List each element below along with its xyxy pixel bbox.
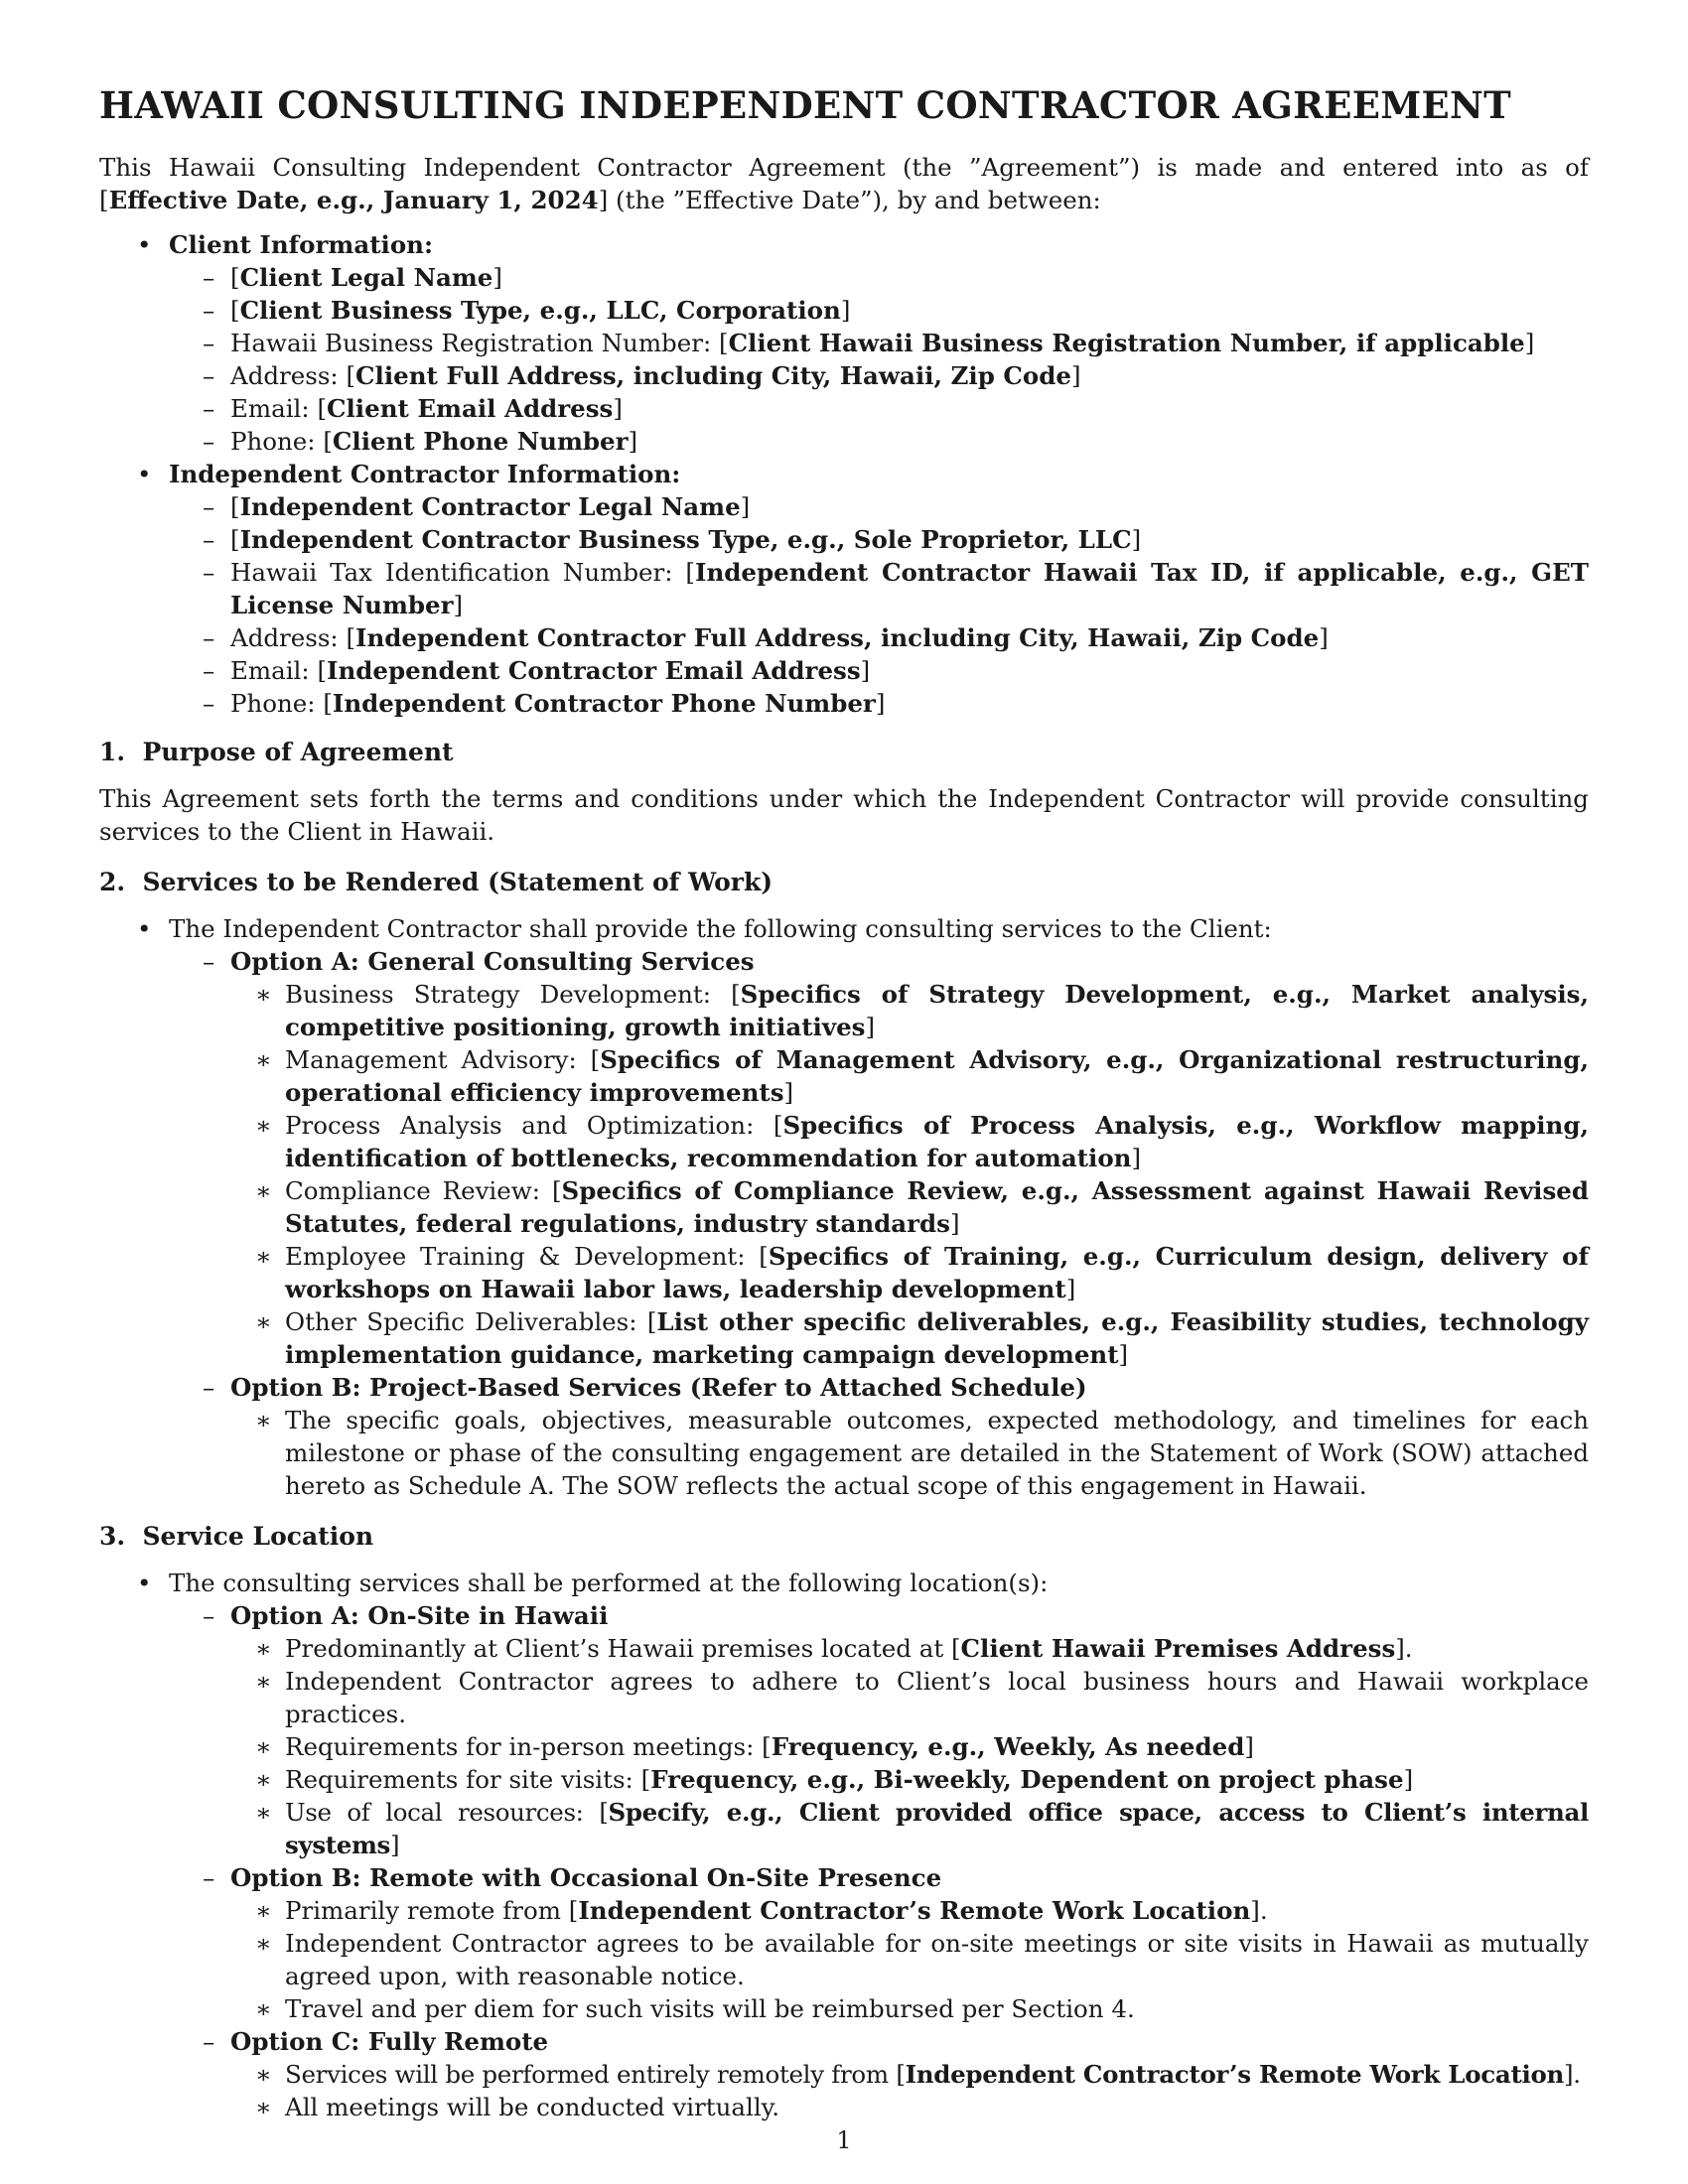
- intro-paragraph: This Hawaii Consulting Independent Contractor Agreement (the ”Agreement”) is made and entered into as of [Effective Date, e.g., January 1, 2024] (the ”Effective Date”), by and between:: [99, 153, 1589, 214]
- parties-list: [99, 228, 1589, 720]
- location-list: [99, 1567, 1589, 2123]
- list-item: ∗ Other Specific Deliverables: [List other specific deliverables, e.g., Feasibility studies, technology implementation guidance, marketing campaign development]: [230, 1305, 1589, 1371]
- list-item: – Address: [Client Full Address, including City, Hawaii, Zip Code]: [169, 359, 1589, 392]
- list-item: ∗ Use of local resources: [Specify, e.g., Client provided office space, access to Client’s internal systems]: [230, 1796, 1589, 1861]
- list-item: ∗ All meetings will be conducted virtually.: [230, 2091, 1589, 2123]
- page-title: HAWAII CONSULTING INDEPENDENT CONTRACTOR AGREEMENT: [99, 83, 1511, 127]
- list-item: ∗ Independent Contractor agrees to be available for on-site meetings or site visits in Hawaii as mutually agreed upon, with reasonable notice.: [230, 1927, 1589, 1992]
- location-option-b: – Option B: Remote with Occasional On-Site Presence ∗ Primarily remote from [Independent Contractor’s Remote Work Location]. ∗ Independent Contractor agrees to be available for on-site meetings or site visits in Hawaii as mutually agreed upon, with reasonable notice. ∗ Travel and per diem for such visits will be reimbursed per Section 4.: [169, 1861, 1589, 2025]
- services-option-b: – Option B: Project-Based Services (Refer to Attached Schedule) ∗ The specific goals, objectives, measurable outcomes, expected methodology, and timelines for each milestone or phase of the consulting engagement are detailed in the Statement of Work (SOW) attached hereto as Schedule A. The SOW reflects the actual scope of this engagement in Hawaii.: [169, 1371, 1589, 1502]
- client-info: [99, 228, 1589, 458]
- location-option-c: – Option C: Fully Remote ∗ Services will be performed entirely remotely from [Independent Contractor’s Remote Work Location]. ∗ All meetings will be conducted virtually.: [169, 2025, 1589, 2123]
- document-page: [99, 83, 1589, 2123]
- list-item: – Hawaii Business Registration Number: [Client Hawaii Business Registration Number, if applicable]: [169, 327, 1589, 359]
- list-item: – [Client Legal Name]: [169, 261, 1589, 294]
- location-option-a: – Option A: On-Site in Hawaii ∗ Predominantly at Client’s Hawaii premises located at [Client Hawaii Premises Address]. ∗ Independent Contractor agrees to adhere to Client’s local business hours and Hawaii workplace practices. ∗ Requirements for in-person meetings: [Frequency, e.g., Weekly, As needed] ∗ Requirements for site visits: [Frequency, e.g., Bi-weekly, Dependent on project phase] ∗ Use of local resources: [Specify, e.g., Client provided office space, access to Client’s internal systems]: [169, 1599, 1589, 1861]
- effective-date-placeholder: Effective Date, e.g., January 1, 2024: [108, 186, 599, 214]
- list-item: ∗ Compliance Review: [Specifics of Compliance Review, e.g., Assessment against Hawaii Revised Statutes, federal regulations, industry standards]: [230, 1174, 1589, 1240]
- list-item: – Hawaii Tax Identification Number: [Independent Contractor Hawaii Tax ID, if applicable, e.g., GET License Number]: [169, 556, 1589, 621]
- list-item: ∗ Independent Contractor agrees to adhere to Client’s local business hours and Hawaii workplace practices.: [230, 1665, 1589, 1730]
- list-item: ∗ Primarily remote from [Independent Contractor’s Remote Work Location].: [230, 1894, 1589, 1927]
- list-item: ∗ Predominantly at Client’s Hawaii premises located at [Client Hawaii Premises Address].: [230, 1632, 1589, 1665]
- list-item: ∗ Business Strategy Development: [Specifics of Strategy Development, e.g., Market analysis, competitive positioning, growth initiatives]: [230, 978, 1589, 1043]
- list-item: – [Independent Contractor Legal Name]: [169, 490, 1589, 523]
- list-item: – Email: [Independent Contractor Email Address]: [169, 654, 1589, 687]
- client-info-heading: Client Information:: [169, 230, 434, 259]
- list-item: • The consulting services shall be performed at the following location(s): – Option A: On-Site in Hawaii ∗ Predominantly at Client’s Hawaii premises located at [Client Hawaii Premises Address]. ∗ Independent Contractor agrees to adhere to Client’s local business hours and Hawaii workplace practices. ∗ Requirements for in-person meetings: [Frequency, e.g., Weekly, As needed] ∗ Requirements for site visits: [Frequency, e.g., Bi-weekly, Dependent on project phase] ∗ Use of local resources: [Specify, e.g., Client provided office space, access to Client’s internal systems] – Option B: Remote with Occasional On-Site Presence ∗ Primarily remote from [Independent Contractor’s Remote Work Location]. ∗ Independent Contractor agrees to be available for on-site meetings or site visits in Hawaii as mutually agreed upon, with reasonable notice. ∗ Travel and per diem for such visits will be reimbursed per Section 4. – Option C: Fully Remote ∗ Services will be performed entirely remotely from [Independent Contractor’s Remote Work Location]. ∗ All meetings will be conducted virtually.: [99, 1567, 1589, 2123]
- list-item: – [Independent Contractor Business Type, e.g., Sole Proprietor, LLC]: [169, 523, 1589, 556]
- services-list: [99, 912, 1589, 1502]
- list-item: ∗ Requirements for in-person meetings: [Frequency, e.g., Weekly, As needed]: [230, 1730, 1589, 1763]
- list-item: ∗ Employee Training & Development: [Specifics of Training, e.g., Curriculum design, delivery of workshops on Hawaii labor laws, leadership development]: [230, 1240, 1589, 1305]
- contractor-info: [99, 458, 1589, 720]
- list-item: – Email: [Client Email Address]: [169, 392, 1589, 425]
- section-heading-purpose: 1. Purpose of Agreement: [99, 738, 454, 766]
- page-number: 1: [836, 2126, 852, 2154]
- list-item: ∗ Services will be performed entirely remotely from [Independent Contractor’s Remote Work Location].: [230, 2058, 1589, 2091]
- section-heading-services: 2. Services to be Rendered (Statement of Work): [99, 868, 774, 896]
- list-item: ∗ Travel and per diem for such visits will be reimbursed per Section 4.: [230, 1992, 1589, 2025]
- list-item: • The Independent Contractor shall provide the following consulting services to the Client: – Option A: General Consulting Services ∗ Business Strategy Development: [Specifics of Strategy Development, e.g., Market analysis, competitive positioning, growth initiatives] ∗ Management Advisory: [Specifics of Management Advisory, e.g., Organizational restructuring, operational efficiency improvements] ∗ Process Analysis and Optimization: [Specifics of Process Analysis, e.g., Workflow mapping, identification of bottlenecks, recommendation for automation] ∗ Compliance Review: [Specifics of Compliance Review, e.g., Assessment against Hawaii Revised Statutes, federal regulations, industry standards] ∗ Employee Training & Development: [Specifics of Training, e.g., Curriculum design, delivery of workshops on Hawaii labor laws, leadership development] ∗ Other Specific Deliverables: [List other specific deliverables, e.g., Feasibility studies, technology implementation guidance, marketing campaign development] – Option B: Project-Based Services (Refer to Attached Schedule) ∗ The specific goals, objectives, measurable outcomes, expected methodology, and timelines for each milestone or phase of the consulting engagement are detailed in the Statement of Work (SOW) attached hereto as Schedule A. The SOW reflects the actual scope of this engagement in Hawaii.: [99, 912, 1589, 1502]
- list-item: ∗ Requirements for site visits: [Frequency, e.g., Bi-weekly, Dependent on project phase]: [230, 1763, 1589, 1796]
- list-item: ∗ Management Advisory: [Specifics of Management Advisory, e.g., Organizational restructuring, operational efficiency improvements]: [230, 1043, 1589, 1109]
- list-item: ∗ The specific goals, objectives, measurable outcomes, expected methodology, and timelines for each milestone or phase of the consulting engagement are detailed in the Statement of Work (SOW) attached hereto as Schedule A. The SOW reflects the actual scope of this engagement in Hawaii.: [230, 1404, 1589, 1502]
- section-heading-location: 3. Service Location: [99, 1522, 374, 1551]
- list-item: – [Client Business Type, e.g., LLC, Corporation]: [169, 294, 1589, 327]
- purpose-paragraph: This Agreement sets forth the terms and conditions under which the Independent Contractor will provide consulting services to the Client in Hawaii.: [99, 784, 1589, 846]
- list-item: ∗ Process Analysis and Optimization: [Specifics of Process Analysis, e.g., Workflow mapping, identification of bottlenecks, recommendation for automation]: [230, 1109, 1589, 1174]
- services-option-a: – Option A: General Consulting Services ∗ Business Strategy Development: [Specifics of Strategy Development, e.g., Market analysis, competitive positioning, growth initiatives] ∗ Management Advisory: [Specifics of Management Advisory, e.g., Organizational restructuring, operational efficiency improvements] ∗ Process Analysis and Optimization: [Specifics of Process Analysis, e.g., Workflow mapping, identification of bottlenecks, recommendation for automation] ∗ Compliance Review: [Specifics of Compliance Review, e.g., Assessment against Hawaii Revised Statutes, federal regulations, industry standards] ∗ Employee Training & Development: [Specifics of Training, e.g., Curriculum design, delivery of workshops on Hawaii labor laws, leadership development] ∗ Other Specific Deliverables: [List other specific deliverables, e.g., Feasibility studies, technology implementation guidance, marketing campaign development]: [169, 945, 1589, 1371]
- list-item: – Address: [Independent Contractor Full Address, including City, Hawaii, Zip Code]: [169, 621, 1589, 654]
- list-item: – Phone: [Client Phone Number]: [169, 425, 1589, 458]
- list-item: – Phone: [Independent Contractor Phone Number]: [169, 687, 1589, 720]
- contractor-info-heading: Independent Contractor Information:: [169, 460, 681, 488]
